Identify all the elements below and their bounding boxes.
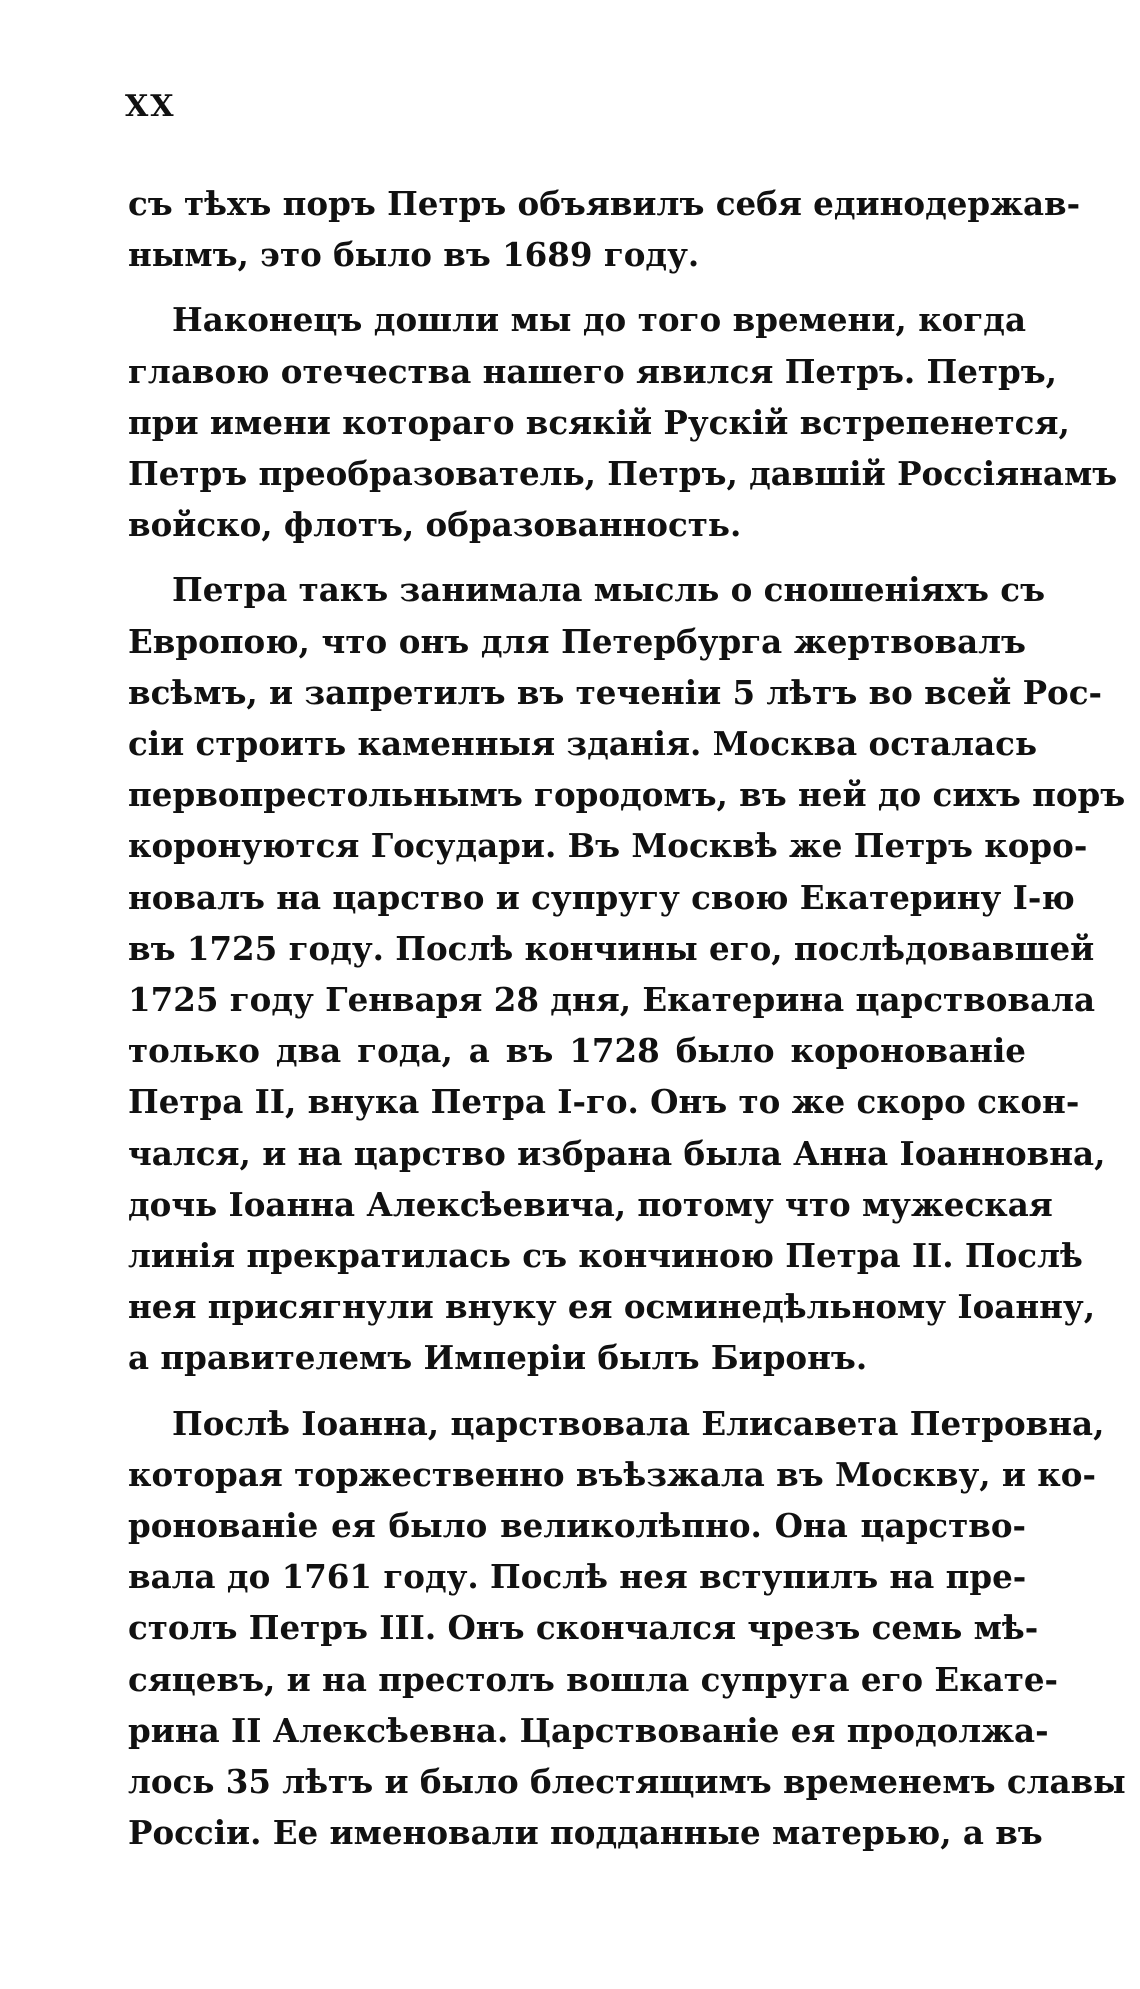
text-line: ронованіе ея было великолѣпно. Она царство-: [128, 1506, 1026, 1546]
text-line: сіи строить каменныя зданія. Москва осталась: [128, 724, 1038, 764]
text-line: Европою, что онъ для Петербурга жертвовалъ: [128, 621, 1026, 661]
text-line: столъ Петръ III. Онъ скончался чрезъ семь мѣ-: [128, 1608, 1039, 1648]
text-line: чался, и на царство избрана была Анна Іоанновна,: [128, 1133, 1106, 1173]
text-line: вала до 1761 году. Послѣ нея вступилъ на пре-: [128, 1557, 1027, 1597]
text-line: линія прекратилась съ кончиною Петра II. Послѣ: [128, 1236, 1083, 1276]
text-line: Петра II, внука Петра I-го. Онъ то же скоро скон-: [128, 1082, 1080, 1122]
text-line: а правителемъ Имперіи былъ Биронъ.: [128, 1338, 868, 1378]
text-line: нея присягнули внуку ея осминедѣльному Іоанну,: [128, 1287, 1096, 1327]
text-line: войско, флотъ, образованность.: [128, 505, 742, 545]
paragraph: [128, 1398, 1126, 1859]
text-line: Послѣ Іоанна, царствовала Елисавета Петровна,: [172, 1403, 1105, 1443]
page-text: [128, 178, 1126, 1859]
text-line: всѣмъ, и запретилъ въ теченіи 5 лѣтъ во всей Рос-: [128, 672, 1103, 712]
paragraph: [128, 294, 1118, 550]
text-line: коронуются Государи. Въ Москвѣ же Петръ коро-: [128, 826, 1088, 866]
text-line: съ тѣхъ поръ Петръ объявилъ себя единодержав-: [128, 184, 1081, 223]
text-line: при имени котораго всякій Рускій встрепенется,: [128, 402, 1070, 442]
text-line: Наконецъ дошли мы до того времени, когда: [172, 300, 1026, 340]
page-number: XX: [125, 89, 176, 124]
text-line: лось 35 лѣтъ и было блестящимъ временемъ славы: [128, 1762, 1126, 1802]
text-line: Петра такъ занимала мысль о сношеніяхъ съ: [172, 570, 1046, 610]
text-line: 1725 году Генваря 28 дня, Екатерина царствовала: [128, 980, 1096, 1020]
text-line: первопрестольнымъ городомъ, въ ней до сихъ поръ: [128, 775, 1126, 815]
text-line: рина II Алексѣевна. Царствованіе ея продолжа-: [128, 1710, 1049, 1750]
text-line: дочь Іоанна Алексѣевича, потому что мужеская: [128, 1184, 1053, 1224]
text-line: въ 1725 году. Послѣ кончины его, послѣдовавшей: [128, 928, 1095, 968]
paragraph: [128, 178, 1081, 280]
text-line: нымъ, это было въ 1689 году.: [128, 235, 700, 275]
text-line: которая торжественно въѣзжала въ Москву, и ко-: [128, 1454, 1096, 1494]
text-line: главою отечества нашего явился Петръ. Петръ,: [128, 351, 1057, 391]
text-line: Россіи. Ее именовали подданные матерью, а въ: [128, 1813, 1043, 1853]
paragraph: [128, 564, 1126, 1383]
text-line: только два года, а въ 1728 было коронованіе: [128, 1031, 1026, 1071]
text-line: сяцевъ, и на престолъ вошла супруга его Екате-: [128, 1659, 1059, 1699]
text-line: Петръ преобразователь, Петръ, давшій Россіянамъ: [128, 454, 1118, 494]
text-line: новалъ на царство и супругу свою Екатерину I-ю: [128, 877, 1075, 917]
